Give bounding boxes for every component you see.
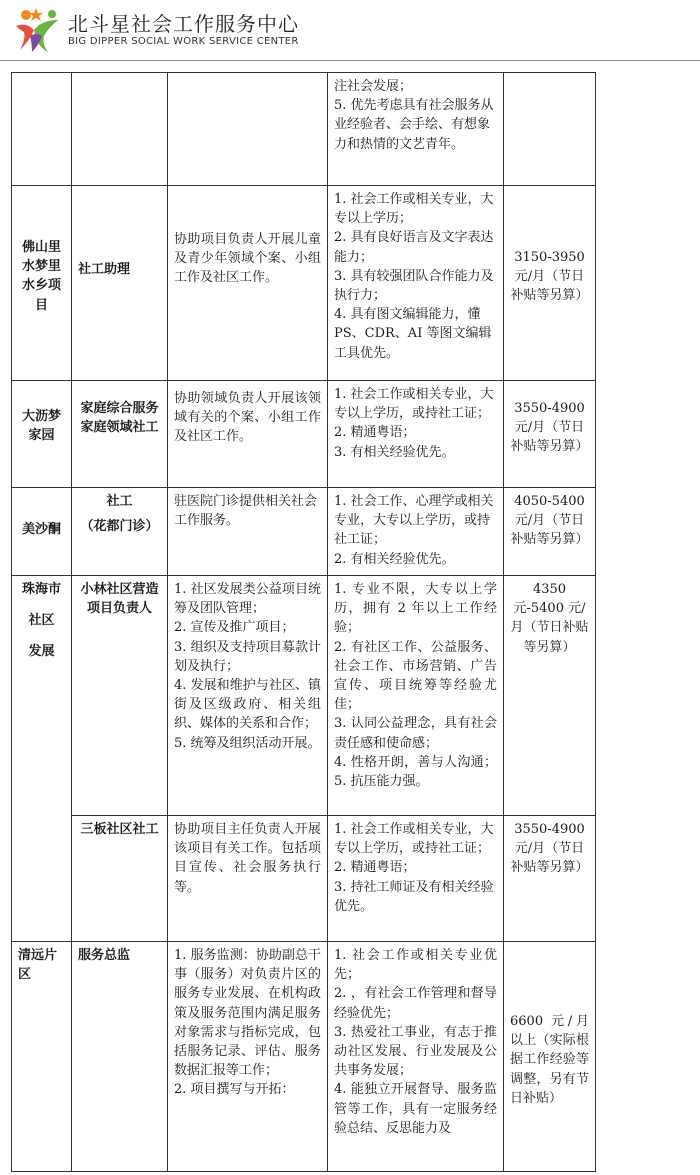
requirement-item: 3. 热爱社工事业，有志于推动社区发展、行业发展及公共事务发展； [334, 1024, 497, 1079]
requirement-item: 2. 有相关经验优先。 [334, 551, 455, 567]
requirement-item: 1. 社会工作或相关专业，大专以上学历，或持社工证； [334, 822, 494, 857]
duties-cell [168, 942, 328, 1172]
duty-item: 1. 服务监测：协助副总干事（服务）对负责片区的服务专业发展、在机构政策及服务范围内满足服务对象需求与指标完成，包括服务记录、评估、服务数据汇报等工作； [174, 948, 321, 1079]
requirement-item: 1. 社会工作、心理学或相关专业，大专以上学历，或持社工证； [334, 494, 494, 548]
duties-cell: 协助领域负责人开展该领域有关的个案、小组工作及社区工作。 [168, 381, 328, 488]
requirements-cell [328, 942, 504, 1172]
position-cell: 服务总监 [72, 942, 168, 1172]
unit-cell [12, 576, 72, 942]
duties-cell [168, 576, 328, 816]
table-row [12, 576, 596, 816]
requirement-item: 4. 具有图文编辑能力，懂 PS、CDR、AI 等图文编辑工具优先。 [334, 307, 492, 361]
requirement-item: 3. 持社工师证及有相关经验优先。 [334, 879, 494, 914]
salary-cell: 3550-4900 元/月（节日补贴等另算） [504, 381, 596, 488]
unit-cell [12, 73, 72, 186]
position-cell: 小林社区营造项目负责人 [72, 576, 168, 816]
requirement-item: 2. 具有良好语言及文字表达能力； [334, 230, 494, 265]
requirements-cell [328, 73, 504, 186]
unit-cell: 佛山里水梦里水乡项目 [12, 186, 72, 381]
duties-cell [168, 73, 328, 186]
unit-line: 社区 [28, 613, 55, 629]
duty-item: 3. 组织及支持项目募款计划及执行； [174, 639, 321, 674]
table-row [12, 942, 596, 1172]
table-row [12, 186, 596, 381]
position-line: 社工 [106, 494, 133, 509]
position-cell [72, 488, 168, 576]
duty-item: 4. 发展和维护与社区、镇街及区级政府、相关组织、媒体的关系和合作； [174, 678, 321, 732]
duty-item: 2. 宣传及推广项目； [174, 620, 295, 636]
unit-cell: 大沥梦家园 [12, 381, 72, 488]
duty-item: 2. 项目撰写与开拓： [174, 1082, 295, 1098]
unit-cell: 美沙酮 [12, 488, 72, 576]
big-dipper-logo-icon [12, 6, 62, 54]
duties-cell: 驻医院门诊提供相关社会工作服务。 [168, 488, 328, 576]
requirement-item: 3. 有相关经验优先。 [334, 444, 455, 460]
requirement-item: 注社会发展； [334, 79, 413, 94]
requirement-item: 4. 性格开朗，善与人沟通；5. 抗压能力强。 [334, 754, 497, 790]
requirements-cell [328, 576, 504, 816]
requirement-item: 3. 具有较强团队合作能力及执行力； [334, 268, 494, 304]
unit-cell: 清远片区 [12, 942, 72, 1172]
table-row [12, 816, 596, 942]
requirements-cell [328, 186, 504, 381]
requirement-item: 4. 能独立开展督导、服务监管等工作，具有一定服务经验总结、反思能力及 [334, 1082, 497, 1136]
salary-cell: 6600 元/月以上（实际根据工作经验等调整，另有节日补贴） [504, 942, 596, 1172]
requirements-cell [328, 488, 504, 576]
table-row [12, 73, 596, 186]
position-cell: 三板社区社工 [72, 816, 168, 942]
requirement-item: 2. 精通粤语； [334, 425, 416, 441]
salary-cell [504, 73, 596, 186]
page-header [0, 0, 700, 62]
table-row [12, 488, 596, 576]
requirement-item: 1. 社会工作或相关专业，大专以上学历； [334, 192, 494, 227]
requirement-item: 1. 专业不限，大专以上学历，拥有 2 年以上工作经验； [334, 582, 497, 636]
requirement-item: 2. 精通粤语； [334, 860, 416, 876]
duties-cell: 协助项目主任负责人开展该项目有关工作。包括项目宣传、社会服务执行等。 [168, 816, 328, 942]
requirement-item: 2. ，有社会工作管理和督导经验优先； [334, 986, 497, 1021]
unit-line: 发展 [28, 644, 55, 660]
requirements-cell [328, 816, 504, 942]
position-line: （花都门诊） [80, 519, 159, 535]
requirement-item: 1. 社会工作或相关专业优先； [334, 948, 497, 983]
position-cell: 社工助理 [72, 186, 168, 381]
salary-cell: 4350 元-5400 元/月（节日补贴等另算） [504, 576, 596, 816]
requirement-item: 2. 有社区工作、公益服务、社会工作、市场营销、广告宣传、项目统筹等经验尤佳； [334, 639, 497, 713]
unit-line: 珠海市 [21, 582, 61, 597]
org-name-en: BIG DIPPER SOCIAL WORK SERVICE CENTER [68, 36, 299, 47]
position-cell: 家庭综合服务家庭领域社工 [72, 381, 168, 488]
salary-cell: 4050-5400 元/月（节日补贴等另算） [504, 488, 596, 576]
requirement-item: 3. 认同公益理念，具有社会责任感和使命感； [334, 716, 497, 751]
table-row [12, 381, 596, 488]
duty-item: 1. 社区发展类公益项目统筹及团队管理； [174, 582, 321, 617]
job-table [11, 72, 596, 1172]
org-name-cn: 北斗星社会工作服务中心 [68, 12, 299, 36]
position-cell [72, 73, 168, 186]
requirement-item: 1. 社会工作或相关专业，大专以上学历，或持社工证； [334, 387, 494, 422]
salary-cell: 3550-4900 元/月（节日补贴等另算） [504, 816, 596, 942]
requirement-item: 5. 优先考虑具有社会服务从业经验者、会手绘、有想象力和热情的文艺青年。 [334, 98, 494, 152]
salary-cell: 3150-3950 元/月（节日补贴等另算） [504, 186, 596, 381]
header-divider [0, 60, 700, 61]
requirements-cell [328, 381, 504, 488]
duties-cell: 协助项目负责人开展儿童及青少年领域个案、小组工作及社区工作。 [168, 186, 328, 381]
duty-item: 5. 统筹及组织活动开展。 [174, 735, 321, 751]
